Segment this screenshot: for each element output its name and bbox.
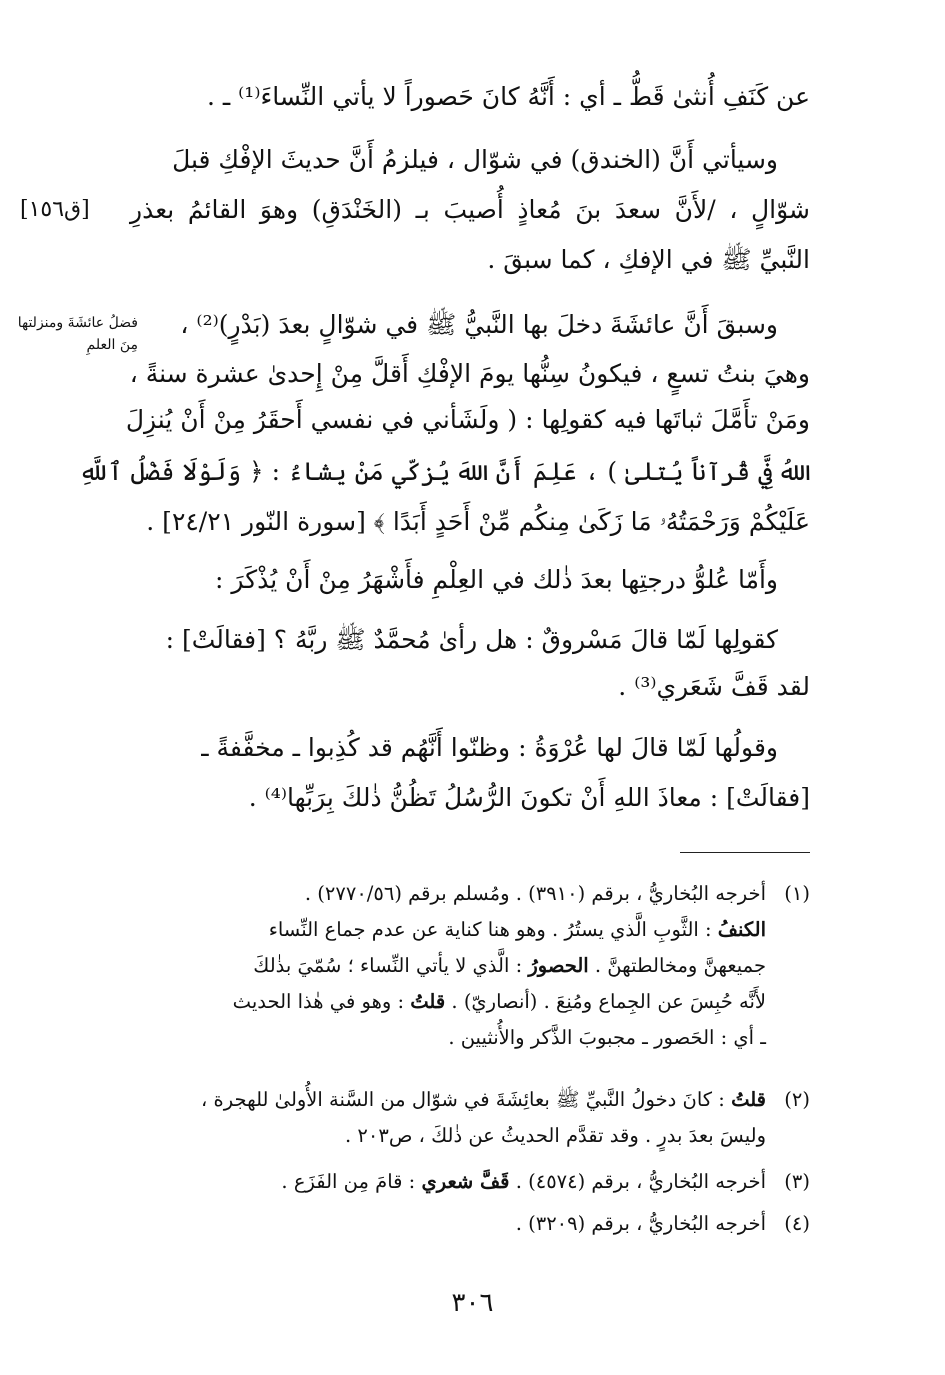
text-line: النَّبيِّ ﷺ في الإفكِ ، كما سبقَ .	[487, 245, 810, 274]
footnote-2	[130, 1084, 810, 1116]
footnote-text: : الثَّوبِ الَّذي يستُرُ . وهو هنا كناية عن عدم جماع النِّساء	[268, 918, 718, 941]
term: قَفَّ شعري	[421, 1170, 510, 1193]
text-line: شوّالٍ ، /لأَنَّ سعدَ بنَ مُعاذٍ أُصيبَ بـ (الخَنْدَقِ) وهوَ القائمُ بعذرِ	[130, 195, 810, 224]
text-line: [فقالَتْ] : معاذَ اللهِ أَنْ تكونَ الرُّسُلُ تَظُنُّ ذٰلكَ بِرَبِّها⁽⁴⁾ .	[248, 783, 810, 812]
footnote-number: (١)	[784, 882, 810, 905]
term: قلتُ	[731, 1088, 766, 1111]
margin-heading-line: مِنَ العلمِ	[86, 337, 138, 353]
footnote-text: أخرجه البُخاريُّ ، برقم (٣٢٠٩) .	[515, 1212, 766, 1235]
footnote-line: وليسَ بعدَ بدرٍ . وقد تقدَّم الحديثُ عن ذٰلكَ ، ص٢٠٣ .	[344, 1124, 766, 1147]
footnote-number: (٢)	[784, 1088, 810, 1111]
text-line: لقد قَفَّ شَعَري⁽³⁾ .	[618, 672, 810, 701]
term: قلتُ	[410, 990, 446, 1013]
footnote-text: أخرجه البُخاريُّ ، برقم (٣٩١٠) . ومُسلم برقم (٢٧٧٠/٥٦) .	[304, 882, 766, 905]
text-line: وسيأتي أَنَّ (الخندق) في شوّال ، فيلزمُ أَنَّ حديثَ الإفْكِ قبلَ	[172, 145, 778, 174]
text-line: وأَمّا عُلوُّ درجتِها بعدَ ذٰلك في العِلْمِ فأَشْهَرُ مِنْ أَنْ يُذْكَرَ :	[215, 565, 778, 594]
text-line: ومَنْ تأَمَّلَ ثباتَها فيه كقولِها : ( ولَشَأني في نفسي أَحقَرُ مِنْ أَنْ يُنزِلَ	[125, 405, 810, 434]
text-line: عن كَنَفِ أُنثىٰ قَطُّ ـ أي : أَنَّهُ كانَ حَصوراً لا يأتي النِّساءَ⁽¹⁾ ـ .	[206, 82, 810, 111]
footnote-text: : قامَ مِن الفَزَع .	[281, 1170, 422, 1193]
text-line: عَلَيْكُمْ وَرَحْمَتُهُۥ مَا زَكَىٰ مِنكُم مِّنْ أَحَدٍ أَبَدًا ﴾ [سورة النّور ٢٤/٢١] .	[146, 507, 810, 536]
footnote-line	[130, 986, 810, 1018]
text-line: وقولُها لَمّا قالَ لها عُرْوَةُ : وظنّوا أَنَّهُم قد كُذِبوا ـ مخفَّفةً ـ	[201, 733, 778, 762]
footnote-text: أخرجه البُخاريُّ ، برقم (٤٥٧٤) .	[509, 1170, 766, 1193]
term: الكنفُ	[717, 918, 766, 941]
text-line: كقولِها لَمّا قالَ مَسْروقٌ : هل رأىٰ مُحمَّدٌ ﷺ ربَّهُ ؟ [فقالَتْ] :	[165, 625, 778, 654]
footnote-number: (٤)	[784, 1212, 810, 1235]
footnote-separator	[680, 852, 810, 853]
page-number: ٣٠٦	[451, 1288, 494, 1318]
footnote-number: (٣)	[784, 1170, 810, 1193]
footnote-text: لأَنَّه حُبِسَ عن الجِماع ومُنِعَ . (أنصاريّ) .	[445, 990, 766, 1013]
footnote-text: : الَّذي لا يأتي النِّساء ؛ سُمّيَ بذٰلكَ	[253, 954, 529, 977]
manuscript-folio-ref: [ق١٥٦]	[20, 197, 90, 222]
text-line: وهيَ بنتُ تسعٍ ، فيكونُ سِنُّها يومَ الإفْكِ أَقلَّ مِنْ إِحدىٰ عشرة سنةً ،	[129, 359, 810, 388]
footnote-1	[130, 878, 810, 910]
text-line: وسبقَ أَنَّ عائشَةَ دخلَ بها النَّبيُّ ﷺ في شوّالٍ بعدَ (بَدْرٍ)⁽²⁾ ،	[180, 310, 778, 339]
margin-heading	[17, 312, 138, 356]
footnote-4	[130, 1208, 810, 1240]
footnote-text: جميعهنَّ ومخالطتهنَّ .	[588, 954, 766, 977]
term: الحصورُ	[528, 954, 589, 977]
footnote-line: ـ أي : الحَصور ـ مجبوبَ الذَّكر والأُنثيين .	[448, 1026, 766, 1049]
footnote-3	[130, 1166, 810, 1198]
footnote-line	[130, 914, 810, 946]
footnote-text: : وهو في هٰذا الحديث	[232, 990, 411, 1013]
margin-heading-line: فضلُ عائشَةَ ومنزلتها	[17, 315, 138, 331]
footnote-line	[130, 950, 810, 982]
footnote-text: : كانَ دخولُ النَّبيِّ ﷺ بعائِشَةَ في شوّال من السَّنة الأُولىٰ للهجرة ،	[201, 1088, 732, 1111]
text-line: اللهُ فِيَّ قُرآناً يُتلىٰ ) ، عَلِمَ أَنَّ اللهَ يُزكّي مَنْ يشاءُ : ﴿ وَلَوْلَا فَضْلُ ٱللَّهِ	[78, 457, 810, 486]
